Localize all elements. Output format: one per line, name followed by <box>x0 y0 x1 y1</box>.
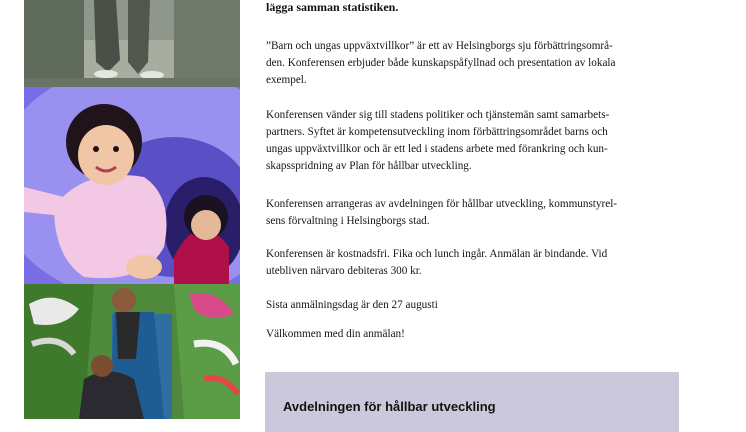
graffiti-wall-teens-image <box>24 284 240 419</box>
paragraph-line: Konferensen vänder sig till stadens politiker och tjänstemän samt samarbets- <box>266 109 610 121</box>
paragraph-line: utebliven närvaro debiteras 300 kr. <box>266 265 422 277</box>
contact-info-box <box>265 372 679 432</box>
paragraph-line: skapsspridning av Plan för hållbar utveckling. <box>266 160 472 172</box>
lead-fragment: lägga samman statistiken. <box>266 0 399 14</box>
paragraph-deadline <box>266 297 678 314</box>
paragraph-line: Konferensen arrangeras av avdelningen för hållbar utveckling, kommunstyrel- <box>266 198 618 210</box>
graffiti-wall-teens-photo <box>24 284 240 419</box>
paragraph-line: Konferensen är kostnadsfri. Fika och lunch ingår. Anmälan är bindande. Vid <box>266 248 608 260</box>
paragraph-line: partners. Syftet är kompetensutveckling inom förbättringsområdet barns och <box>266 126 608 138</box>
paragraph-audience <box>266 107 678 175</box>
paragraph-line: ”Barn och ungas uppväxtvillkor” är ett av Helsingborgs sju förbättringsområ- <box>266 40 613 52</box>
paragraph-line: den. Konferensen erbjuder både kunskapspåfyllnad och presentation av lokala <box>266 57 616 69</box>
paragraph-line: sens förvaltning i Helsingborgs stad. <box>266 215 430 227</box>
paragraph-welcome <box>266 326 678 343</box>
paragraph-line: ungas uppväxtvillkor och är ett led i stadens arbete med förankring och kun- <box>266 143 608 155</box>
paragraph-line: exempel. <box>266 74 307 86</box>
info-box-title: Avdelningen för hållbar utveckling <box>283 399 496 414</box>
legs-on-path-photo <box>24 0 240 87</box>
paragraph-intro <box>266 38 678 89</box>
legs-on-path-image <box>24 0 240 87</box>
paragraph-organizer <box>266 196 678 230</box>
paragraph-line: Sista anmälningsdag är den 27 augusti <box>266 299 438 311</box>
paragraph-cost <box>266 246 678 280</box>
child-in-slide-image <box>24 87 240 284</box>
child-in-slide-photo <box>24 87 240 284</box>
paragraph-line: Välkommen med din anmälan! <box>266 328 405 340</box>
